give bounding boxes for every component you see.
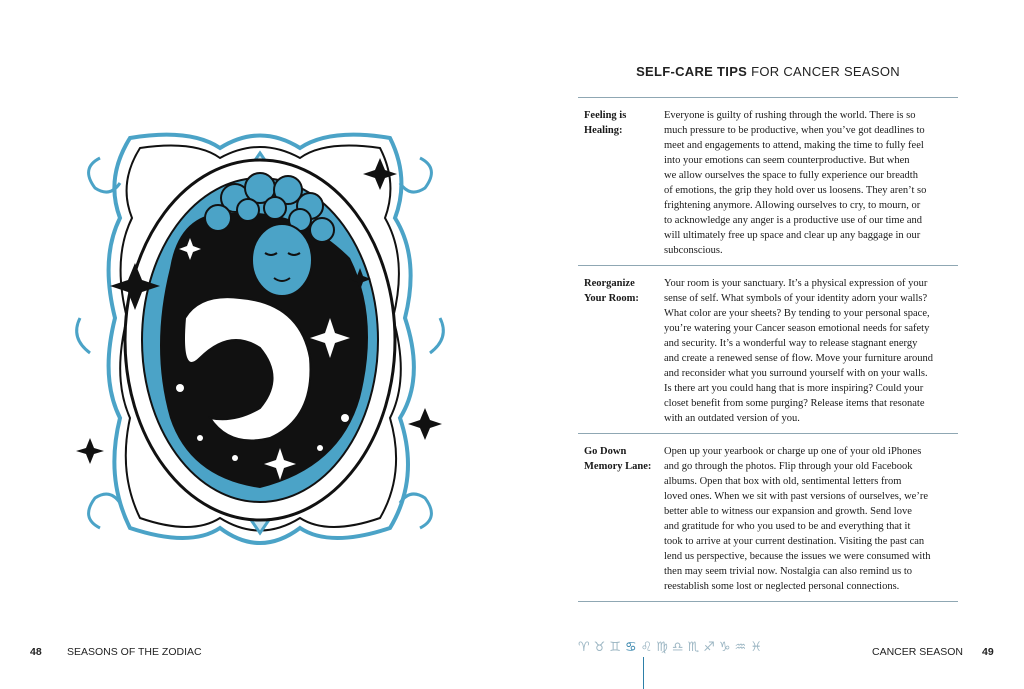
tip-description <box>664 108 958 258</box>
desc-line: we allow ourselves the space to fully experience our breadth <box>664 170 918 181</box>
desc-line: and go through the photos. Flip through your old Facebook <box>664 461 913 472</box>
desc-line: loved ones. When we sit with past versions of ourselves, we’re <box>664 491 928 502</box>
zodiac-signs-before: ♈♉♊ <box>578 640 625 655</box>
tips-table <box>578 97 958 602</box>
left-running-title: SEASONS OF THE ZODIAC <box>67 646 202 658</box>
tip-row <box>578 434 958 602</box>
active-sign-marker <box>643 657 644 689</box>
desc-line: and create a renewed sense of flow. Move your furniture around <box>664 353 934 364</box>
desc-line: into your emotions can seem counterproductive. But when <box>664 155 910 166</box>
illustration-svg <box>60 118 460 568</box>
desc-line: and reconsider what you surround yourself with on your walls. <box>664 368 928 379</box>
desc-line: of emotions, the grip they hold over us loosens. They aren’t so <box>664 185 927 196</box>
desc-line: albums. Open that box with old, sentimental letters from <box>664 476 902 487</box>
right-running-title: CANCER SEASON <box>872 646 964 658</box>
desc-line: Is there art you could hang that is more inspiring? Could your <box>664 383 924 394</box>
desc-line: What color are your sheets? By tending to your personal space, <box>664 308 930 319</box>
desc-line: you’re watering your Cancer season emotional needs for safety <box>664 323 930 334</box>
desc-line: subconscious. <box>664 245 723 256</box>
desc-line: then may seem trivial now. Nostalgia can also remind us to <box>664 566 913 577</box>
tip-row <box>578 98 958 266</box>
tip-description <box>664 276 958 426</box>
desc-line: Open up your yearbook or charge up one of your old iPhones <box>664 446 922 457</box>
heading-bold: SELF-CARE TIPS <box>636 64 748 79</box>
desc-line: and gratitude for who you used to be and everything that it <box>664 521 911 532</box>
tip-description <box>664 444 958 594</box>
tip-term <box>578 108 664 258</box>
desc-line: Your room is your sanctuary. It’s a physical expression of your <box>664 278 928 289</box>
desc-line: reestablish some lost or neglected personal connections. <box>664 581 900 592</box>
cancer-self-hug-illustration <box>60 118 460 568</box>
zodiac-active-sign-icon: ♋ <box>624 640 641 655</box>
desc-line: better able to witness our expansion and growth. Send love <box>664 506 912 517</box>
desc-line: with an outdated version of you. <box>664 413 800 424</box>
section-heading <box>578 64 958 79</box>
tip-term <box>578 444 664 594</box>
desc-line: much pressure to be productive, when you’ve got deadlines to <box>664 125 925 136</box>
term-line: Reorganize <box>584 278 635 289</box>
term-line: Healing: <box>584 125 623 136</box>
term-line: Memory Lane: <box>584 461 652 472</box>
desc-line: and security. It’s a wonderful way to release stagnant energy <box>664 338 918 349</box>
desc-line: lend us perspective, because the issues we were consumed with <box>664 551 931 562</box>
term-line: Feeling is <box>584 110 627 121</box>
tip-term <box>578 276 664 426</box>
desc-line: frightening anymore. Allowing ourselves to cry, to mourn, or <box>664 200 921 211</box>
desc-line: sense of self. What symbols of your identity adorn your walls? <box>664 293 928 304</box>
term-line: Go Down <box>584 446 627 457</box>
desc-line: will ultimately free up space and clear up any baggage in our <box>664 230 921 241</box>
desc-line: to acknowledge any anger is a productive use of our time and <box>664 215 923 226</box>
desc-line: closet benefit from some purging? Release items that resonate <box>664 398 925 409</box>
tip-row <box>578 266 958 434</box>
heading-light: FOR CANCER SEASON <box>751 64 900 79</box>
face <box>252 224 312 296</box>
desc-line: took to arrive at your current destination. Visiting the past can <box>664 536 925 547</box>
term-line: Your Room: <box>584 293 639 304</box>
desc-line: meet and engagements to attend, making the time to fully feel <box>664 140 924 151</box>
zodiac-signs-after: ♌♍♎♏♐♑♒♓ <box>640 640 766 655</box>
desc-line: Everyone is guilty of rushing through the world. There is so <box>664 110 916 121</box>
left-page-number: 48 <box>30 646 42 658</box>
zodiac-sign-strip <box>578 640 818 658</box>
right-page-number: 49 <box>982 646 994 658</box>
